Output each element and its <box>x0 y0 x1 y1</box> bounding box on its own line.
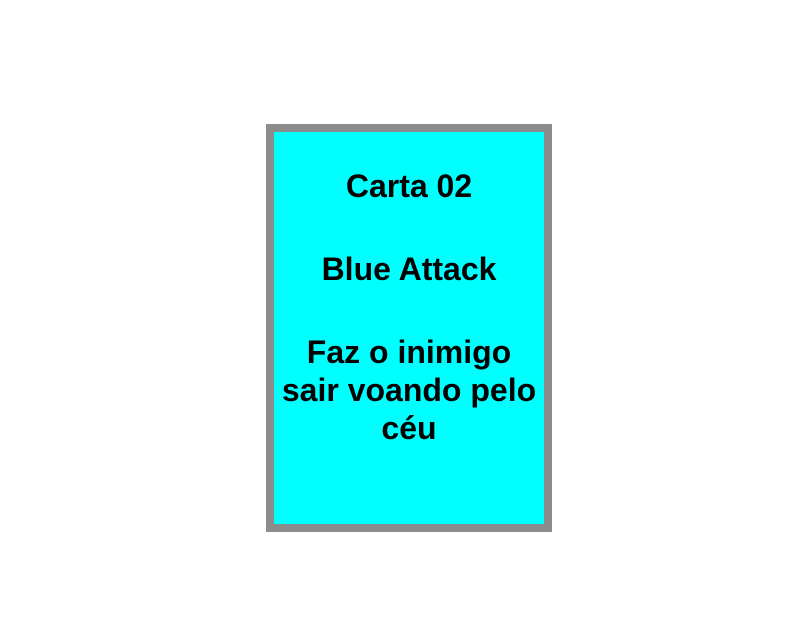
card-name: Blue Attack <box>321 251 497 287</box>
game-card[interactable] <box>266 124 552 532</box>
card-description: Faz o inimigo sair voando pelo céu <box>281 334 537 446</box>
card-number: Carta 02 <box>345 168 473 204</box>
